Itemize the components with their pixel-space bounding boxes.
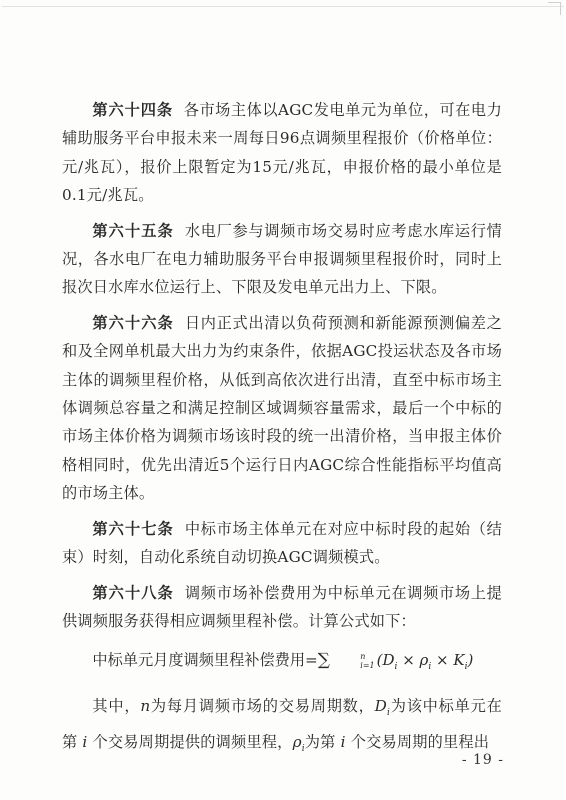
summation-upper-limit: n <box>360 652 366 662</box>
variable-rho-sub: i <box>301 743 305 754</box>
article-65 <box>62 217 502 302</box>
article-text: 中标市场主体单元在对应中标时段的起始（结束）时刻，自动化系统自动切换AGC调频模式。 <box>62 519 503 567</box>
article-heading: 第六十五条 <box>92 221 174 240</box>
article-66 <box>62 309 502 508</box>
article-67 <box>62 515 502 572</box>
variable-rho: ρ <box>292 732 302 751</box>
explanation-text: 为该中标单元在第 <box>62 697 502 751</box>
page-number: - 19 - <box>461 752 504 768</box>
formula-term-k: × K <box>431 651 465 670</box>
variable-d: D <box>374 697 388 716</box>
page-body <box>62 96 502 763</box>
variable-i: i <box>335 732 351 751</box>
scan-corner-mark <box>548 2 561 15</box>
compensation-formula <box>62 645 502 682</box>
explanation-text: 其中， <box>92 697 141 716</box>
formula-term-d: (D <box>376 651 395 670</box>
article-64 <box>62 96 502 210</box>
article-text: 调频市场补偿费用为中标单元在调频市场上提供调频服务获得相应调频里程补偿。计算公式如下： <box>62 583 503 630</box>
article-heading: 第六十七条 <box>92 519 174 538</box>
summation-lower-limit: i=1 <box>360 661 375 671</box>
summation-symbol: ∑ <box>317 650 330 671</box>
article-heading: 第六十六条 <box>92 313 174 332</box>
scan-top-edge <box>2 6 564 7</box>
article-heading: 第六十八条 <box>92 583 174 602</box>
formula-explanation <box>62 692 502 763</box>
formula-sub-rho: i <box>428 662 432 673</box>
formula-sub-k: i <box>464 662 468 673</box>
article-text: 水电厂参与调频市场交易时应考虑水库运行情况，各水电厂在电力辅助服务平台申报调频里程报价时，同时上报次日水库水位运行上、下限及发电单元出力上、下限。 <box>62 221 503 297</box>
formula-close: ) <box>467 651 474 670</box>
explanation-text: 个交易周期的里程出 <box>350 732 490 751</box>
formula-label: 中标单元月度调频里程补偿费用= <box>92 651 318 670</box>
variable-i: i <box>77 732 93 751</box>
explanation-text: 为第 <box>304 732 336 751</box>
article-heading: 第六十四条 <box>92 101 173 119</box>
formula-sub-d: i <box>394 662 398 673</box>
summation-limits <box>330 652 375 670</box>
variable-d-sub: i <box>387 708 391 719</box>
formula-term-rho: × ρ <box>397 651 429 670</box>
explanation-text: 为每月调频市场的交易周期数， <box>150 697 375 716</box>
article-text: 各市场主体以AGC发电单元为单位，可在电力辅助服务平台申报未来一周每日96点调频里程报价（价格单位：元/兆瓦），报价上限暂定为15元/兆瓦，申报价格的最小单位是0.1元/兆瓦。 <box>62 101 503 205</box>
formula-expression <box>317 650 474 673</box>
article-68 <box>62 579 502 636</box>
article-text: 日内正式出清以负荷预测和新能源预测偏差之和及全网单机最大出力为约束条件，依据AGC投运状态及各市场主体的调频里程价格，从低到高依次进行出清，直至中标市场主体调频总容量之和满足控制区域调频容量需求，最后一个中标的市场主体价格为调频市场该时段的统一出清价格，当申报主体价格相同时，优先出清近5个运行日内AGC综合性能指标平均值高的市场主体。 <box>62 313 503 503</box>
explanation-text: 个交易周期提供的调频里程， <box>92 732 293 751</box>
variable-n: n <box>140 697 151 716</box>
